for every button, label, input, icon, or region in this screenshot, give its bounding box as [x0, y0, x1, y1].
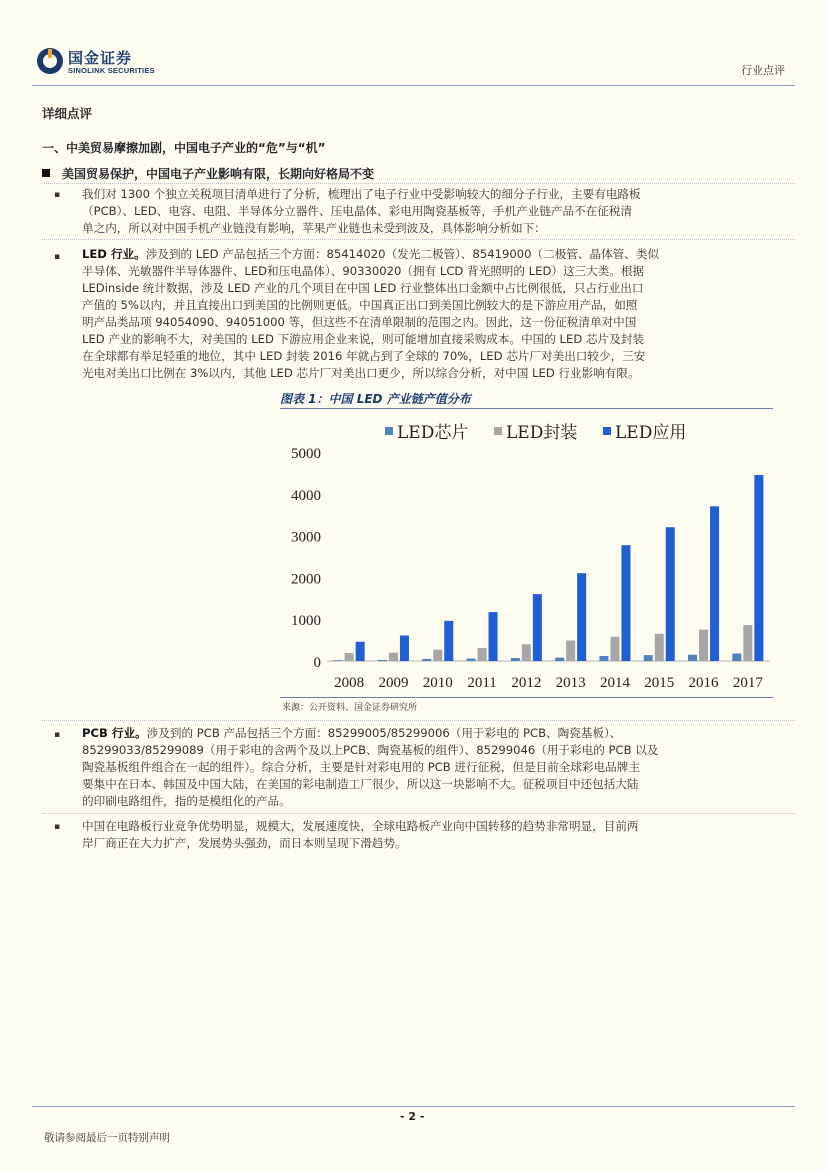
- paragraph-3: [82, 725, 772, 810]
- disclaimer-note: 敬请参阅最后一页特别声明: [44, 1132, 170, 1144]
- bar-LED封装-2015: [655, 634, 664, 661]
- heading-1: 一、中美贸易摩擦加剧，中国电子产业的“危”与“机”: [42, 141, 326, 155]
- figure-bottom-rule: [280, 697, 773, 698]
- bar-LED芯片-2012: [511, 658, 520, 661]
- bar-LED应用-2009: [400, 636, 409, 661]
- bar-LED封装-2009: [389, 653, 398, 661]
- y-tick-label: 0: [313, 655, 321, 671]
- legend-label: LED应用: [615, 423, 687, 443]
- paragraph-line-rest: 涉及到的 PCB 产品包括三个方面：85299005/85299006（用于彩电的 PCB、陶瓷基板）、: [146, 726, 622, 740]
- x-tick-label: 2015: [644, 675, 675, 691]
- bar-LED应用-2012: [533, 594, 542, 661]
- bar-LED应用-2011: [489, 612, 498, 661]
- bar-LED封装-2017: [743, 625, 752, 661]
- paragraph-line: [82, 246, 772, 263]
- bullet-icon: ▪: [54, 252, 61, 262]
- bar-LED芯片-2013: [555, 658, 564, 661]
- y-tick-label: 5000: [291, 446, 321, 462]
- paragraph-line: LED 产业的影响不大，对美国的 LED 下游应用企业来说，则可能增加直接采购成本。中国的 LED 芯片及封装: [82, 332, 644, 346]
- square-bullet-icon: [42, 169, 50, 177]
- paragraph-divider: [42, 813, 795, 814]
- x-tick-label: 2014: [599, 675, 630, 691]
- legend-label: LED芯片: [397, 423, 469, 443]
- paragraph-line: 85299033/85299089（用于彩电的含两个及以上PCB、陶瓷基板的组件）、85299046（用于彩电的 PCB 以及: [82, 743, 659, 757]
- y-tick-label: 3000: [291, 529, 321, 546]
- x-tick-label: 2013: [555, 675, 586, 691]
- page-header: [0, 0, 827, 90]
- bar-LED封装-2011: [478, 648, 487, 661]
- paragraph-line: 要集中在日本、韩国及中国大陆，在美国的彩电制造工厂很少，所以这一块影响不大。征税项目中还包括大陆: [82, 777, 639, 791]
- document-type: 行业点评: [741, 64, 785, 77]
- paragraph-line: 岸厂商正在大力扩产，发展势头强劲，而日本则呈现下滑趋势。: [82, 836, 407, 850]
- bullet-icon: ▪: [54, 190, 61, 200]
- y-tick-label: 2000: [291, 571, 321, 588]
- bar-LED应用-2010: [444, 621, 453, 661]
- paragraph-line: 陶瓷基板组件组合在一起的组件）。综合分析，主要是针对彩电用的 PCB 进行征税，但是目前全球彩电品牌主: [82, 760, 640, 774]
- paragraph-line: 明产品类品项 94054090、94051000 等，但这些不在清单限制的范围之内。因此，这一份征税清单对中国: [82, 315, 637, 329]
- paragraph-line: （PCB）、LED、电容、电阻、半导体分立器件、压电晶体、彩电用陶瓷基板等，手机产业链产品不在征税清: [82, 204, 633, 218]
- bar-LED应用-2008: [356, 642, 365, 661]
- paragraph-line: LEDinside 统计数据，涉及 LED 产业的几个项目在中国 LED 行业整体出口金额中占比例很低，只占行业出口: [82, 281, 644, 295]
- logo-cn-text: 国金证券: [68, 49, 133, 67]
- paragraph-line: 中国在电路板行业竞争优势明显，规模大，发展速度快，全球电路板产业向中国转移的趋势非常明显，目前两: [82, 819, 639, 833]
- heading-2-text: 美国贸易保护，中国电子产业影响有限，长期向好格局不变: [62, 167, 375, 181]
- x-tick-label: 2010: [422, 675, 453, 691]
- bar-LED封装-2008: [345, 653, 354, 661]
- legend-swatch: [385, 427, 393, 435]
- x-tick-label: 2009: [378, 675, 409, 691]
- page-number: - 2 -: [400, 1110, 425, 1123]
- heading-2: [42, 165, 374, 182]
- paragraph-line: 在全球都有举足轻重的地位，其中 LED 封装 2016 年就占到了全球的 70%，LED 芯片厂对美出口较少，三安: [82, 349, 646, 363]
- figure-source: 来源：公开资料、国金证券研究所: [282, 703, 418, 713]
- paragraph-2: [82, 246, 772, 382]
- bullet-icon: ▪: [54, 822, 61, 832]
- bar-LED应用-2016: [710, 506, 719, 661]
- paragraph-1: [82, 186, 772, 237]
- paragraph-divider: [42, 239, 795, 240]
- bar-LED应用-2017: [754, 475, 763, 661]
- paragraph-lead: PCB 行业。: [82, 726, 147, 740]
- bar-LED芯片-2017: [732, 653, 741, 661]
- paragraph-line: 的印刷电路组件，指的是模组化的产品。: [82, 794, 291, 808]
- company-logo: [36, 47, 176, 79]
- bar-LED封装-2010: [433, 650, 442, 661]
- bar-LED芯片-2015: [644, 655, 653, 661]
- x-tick-label: 2016: [688, 675, 719, 691]
- bar-LED芯片-2011: [467, 658, 476, 661]
- paragraph-line: 光电对美出口比例在 3%以内，其他 LED 芯片厂对美出口更少，所以综合分析，对中国 LED 行业影响有限。: [82, 366, 640, 380]
- bar-LED应用-2015: [666, 527, 675, 661]
- legend-label: LED封装: [506, 423, 578, 443]
- header-divider: [32, 85, 795, 86]
- logo-mark-icon: [36, 47, 64, 75]
- y-tick-label: 1000: [291, 613, 321, 630]
- bar-LED封装-2014: [610, 637, 619, 661]
- paragraph-line-rest: 涉及到的 LED 产品包括三个方面：85414020（发光二极管）、85419000（二极管、晶体管、类似: [145, 247, 660, 261]
- led-chart: [280, 410, 773, 695]
- figure-top-rule: [280, 408, 773, 409]
- bar-LED封装-2012: [522, 644, 531, 661]
- paragraph-line: 半导体、光敏器件半导体器件、LED和压电晶体）、90330020（拥有 LCD 背光照明的 LED）这三大类。根据: [82, 264, 645, 278]
- section-title: 详细点评: [42, 106, 93, 121]
- bar-LED芯片-2016: [688, 655, 697, 661]
- bar-LED应用-2013: [577, 573, 586, 661]
- y-tick-label: 4000: [291, 487, 321, 504]
- section-divider: [42, 183, 795, 184]
- bar-LED应用-2014: [621, 545, 630, 661]
- x-tick-label: 2012: [511, 675, 542, 691]
- bar-LED芯片-2009: [378, 660, 387, 661]
- paragraph-lead: LED 行业。: [82, 247, 146, 261]
- logo-en-text: SINOLINK SECURITIES: [68, 66, 155, 75]
- x-tick-label: 2011: [467, 675, 497, 691]
- x-tick-label: 2017: [732, 675, 763, 691]
- bar-LED芯片-2014: [599, 656, 608, 661]
- figure-title: 图表 1：中国 LED 产业链产值分布: [280, 392, 471, 406]
- paragraph-line: [82, 725, 772, 742]
- bullet-icon: ▪: [54, 730, 61, 740]
- legend-swatch: [603, 427, 611, 435]
- paragraph-line: 产值的 5%以内，并且直接出口到美国的比例则更低。中国真正出口到美国比例较大的是下游应用产品，如照: [82, 298, 638, 312]
- bar-LED封装-2013: [566, 641, 575, 661]
- bar-LED芯片-2010: [422, 659, 431, 661]
- x-tick-label: 2008: [334, 675, 365, 691]
- footer-divider: [32, 1106, 795, 1107]
- bar-LED芯片-2008: [334, 660, 343, 661]
- legend-swatch: [494, 427, 502, 435]
- paragraph-divider: [42, 720, 795, 721]
- paragraph-4: [82, 818, 772, 852]
- bar-LED封装-2016: [699, 630, 708, 661]
- paragraph-line: 我们对 1300 个独立关税项目清单进行了分析，梳理出了电子行业中受影响较大的细分子行业，主要有电路板: [82, 187, 641, 201]
- paragraph-line: 单之内，所以对中国手机产业链没有影响，苹果产业链也未受到波及，具体影响分析如下：: [82, 221, 546, 235]
